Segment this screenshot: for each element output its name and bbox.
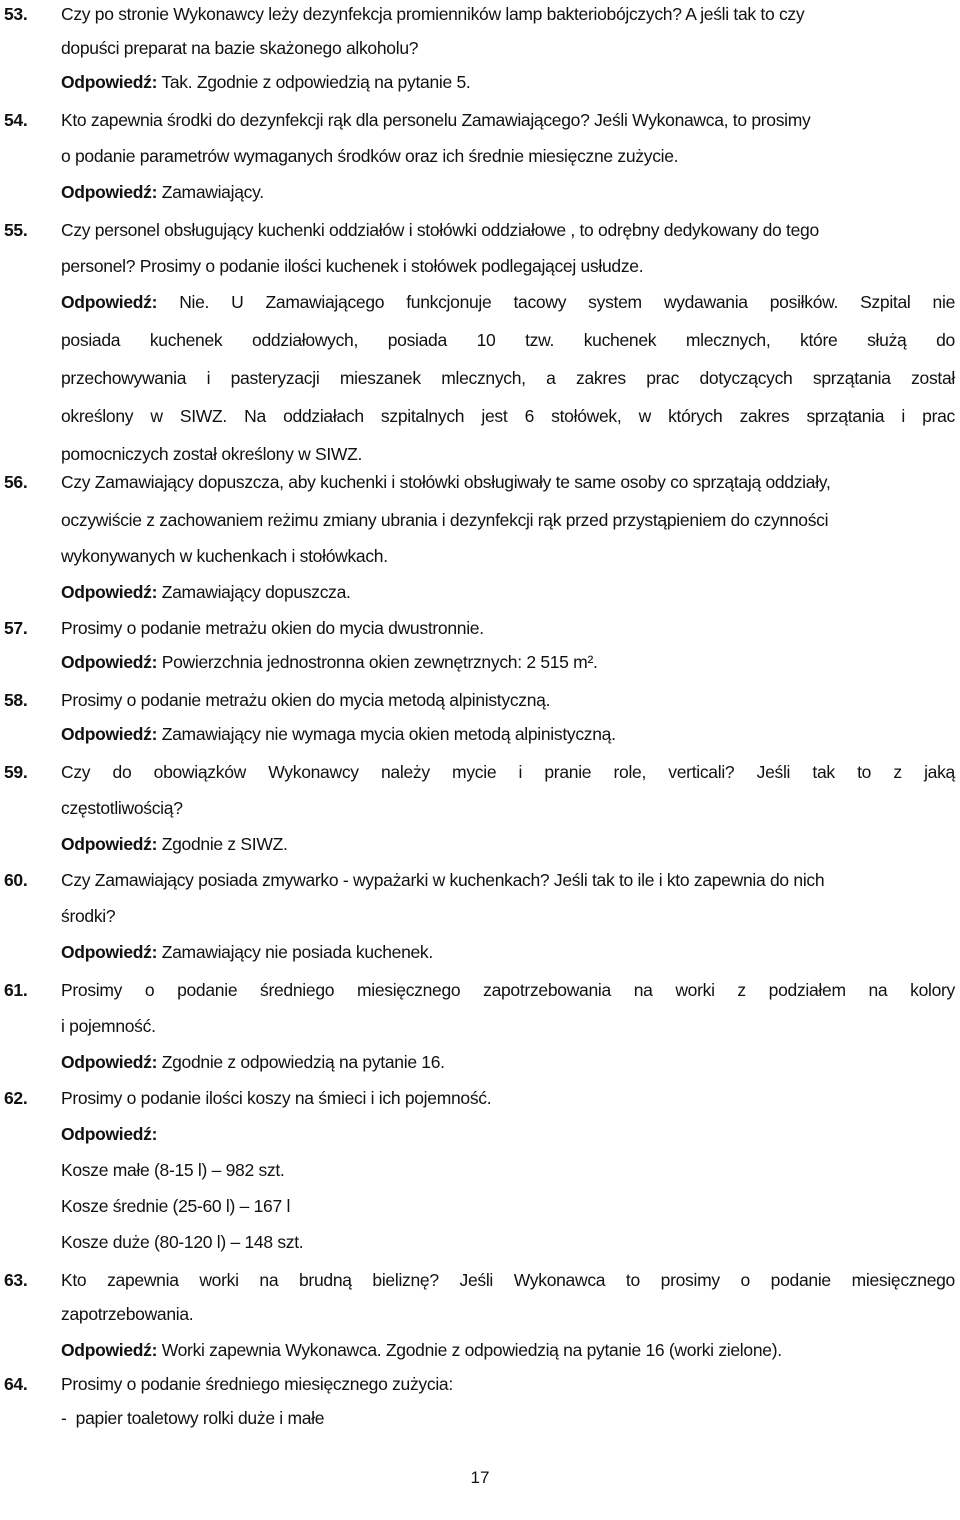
answer-line	[61, 942, 433, 963]
question-text: Prosimy o podanie metrażu okien do mycia metodą alpinistyczną.	[61, 690, 551, 710]
question-text: Kto zapewnia środki do dezynfekcji rąk dla personelu Zamawiającego? Jeśli Wykonawca, to prosimy	[61, 110, 811, 130]
answer-label: Odpowiedź:	[61, 582, 158, 602]
answer-line	[61, 834, 288, 855]
question-number: 57.	[4, 618, 28, 638]
answer-text: przechowywania i pasteryzacji mieszanek mlecznych, a zakres prac dotyczących sprzątania został	[61, 368, 955, 388]
answer-label: Odpowiedź:	[61, 1052, 158, 1072]
question-text: środki?	[61, 906, 116, 926]
question-number: 60.	[4, 870, 28, 890]
answer-text: Tak. Zgodnie z odpowiedzią na pytanie 5.	[161, 72, 471, 92]
question-text: personel? Prosimy o podanie ilości kuchenek i stołówek podlegającej usłudze.	[61, 256, 644, 276]
answer-label: Odpowiedź:	[61, 1124, 158, 1144]
question-text: Czy do obowiązków Wykonawcy należy mycie i pranie role, verticali? Jeśli tak to z jaką	[61, 762, 955, 782]
answer-text: Zgodnie z odpowiedzią na pytanie 16.	[161, 1052, 445, 1072]
answer-text: Zamawiający nie posiada kuchenek.	[161, 942, 433, 962]
question-number: 56.	[4, 472, 28, 492]
answer-text: posiada kuchenek oddziałowych, posiada 10 tzw. kuchenek mlecznych, które służą do	[61, 330, 955, 350]
question-text: Prosimy o podanie metrażu okien do mycia dwustronnie.	[61, 618, 484, 638]
answer-line	[61, 72, 470, 93]
question-number: 62.	[4, 1088, 28, 1108]
answer-label: Odpowiedź:	[61, 724, 158, 744]
question-number: 58.	[4, 690, 28, 710]
page-number: 17	[470, 1468, 490, 1487]
answer-text: Zamawiający dopuszcza.	[161, 582, 351, 602]
answer-label: Odpowiedź:	[61, 292, 158, 312]
question-text: Czy po stronie Wykonawcy leży dezynfekcja promienników lamp bakteriobójczych? A jeśli tak to czy	[61, 4, 805, 24]
answer-line	[61, 182, 264, 203]
answer-label: Odpowiedź:	[61, 182, 158, 202]
answer-label: Odpowiedź:	[61, 834, 158, 854]
question-text: Prosimy o podanie ilości koszy na śmieci i ich pojemność.	[61, 1088, 492, 1108]
answer-line	[61, 652, 598, 673]
answer-line	[61, 1052, 445, 1073]
answer-line	[61, 292, 955, 313]
question-text: Czy personel obsługujący kuchenki oddziałów i stołówki oddziałowe , to odrębny dedykowany do tego	[61, 220, 819, 240]
question-number: 59.	[4, 762, 28, 782]
answer-line	[61, 1124, 157, 1145]
question-text: o podanie parametrów wymaganych środków oraz ich średnie miesięczne zużycie.	[61, 146, 679, 166]
answer-text: pomocniczych został określony w SIWZ.	[61, 444, 363, 464]
question-text: i pojemność.	[61, 1016, 156, 1036]
question-text: zapotrzebowania.	[61, 1304, 194, 1324]
question-number: 61.	[4, 980, 28, 1000]
answer-label: Odpowiedź:	[61, 942, 158, 962]
answer-text: Worki zapewnia Wykonawca. Zgodnie z odpowiedzią na pytanie 16 (worki zielone).	[161, 1340, 782, 1360]
question-text: Prosimy o podanie średniego miesięcznego zużycia:	[61, 1374, 453, 1394]
answer-label: Odpowiedź:	[61, 652, 158, 672]
list-item: - papier toaletowy rolki duże i małe	[61, 1408, 325, 1428]
answer-text: Zgodnie z SIWZ.	[161, 834, 288, 854]
answer-line	[61, 582, 351, 603]
answer-text: Kosze duże (80-120 l) – 148 szt.	[61, 1232, 304, 1252]
question-text: dopuści preparat na bazie skażonego alkoholu?	[61, 38, 419, 58]
question-number: 55.	[4, 220, 28, 240]
question-number: 64.	[4, 1374, 28, 1394]
answer-line	[61, 1340, 782, 1361]
question-text: Prosimy o podanie średniego miesięcznego zapotrzebowania na worki z podziałem na kolory	[61, 980, 955, 1000]
answer-text: Zamawiający nie wymaga mycia okien metodą alpinistyczną.	[161, 724, 616, 744]
question-text: Kto zapewnia worki na brudną bieliznę? Jeśli Wykonawca to prosimy o podanie miesięcznego	[61, 1270, 955, 1290]
answer-text: określony w SIWZ. Na oddziałach szpitalnych jest 6 stołówek, w których zakres sprzątania i prac	[61, 406, 955, 426]
answer-text: Powierzchnia jednostronna okien zewnętrznych: 2 515 m².	[161, 652, 598, 672]
answer-text: Kosze średnie (25-60 l) – 167 l	[61, 1196, 291, 1216]
answer-label: Odpowiedź:	[61, 1340, 158, 1360]
answer-text: Zamawiający.	[161, 182, 264, 202]
answer-label: Odpowiedź:	[61, 72, 158, 92]
answer-text: Kosze małe (8-15 l) – 982 szt.	[61, 1160, 285, 1180]
question-number: 54.	[4, 110, 28, 130]
question-text: wykonywanych w kuchenkach i stołówkach.	[61, 546, 388, 566]
answer-text: Nie. U Zamawiającego funkcjonuje tacowy system wydawania posiłków. Szpital nie	[179, 292, 955, 312]
question-number: 63.	[4, 1270, 28, 1290]
question-text: oczywiście z zachowaniem reżimu zmiany ubrania i dezynfekcji rąk przed przystąpieniem do czynności	[61, 510, 829, 530]
question-text: Czy Zamawiający posiada zmywarko - wypażarki w kuchenkach? Jeśli tak to ile i kto zapewnia do nich	[61, 870, 825, 890]
question-text: Czy Zamawiający dopuszcza, aby kuchenki i stołówki obsługiwały te same osoby co sprzątają oddziały,	[61, 472, 831, 492]
answer-line	[61, 724, 616, 745]
question-text: częstotliwością?	[61, 798, 183, 818]
question-number: 53.	[4, 4, 28, 24]
